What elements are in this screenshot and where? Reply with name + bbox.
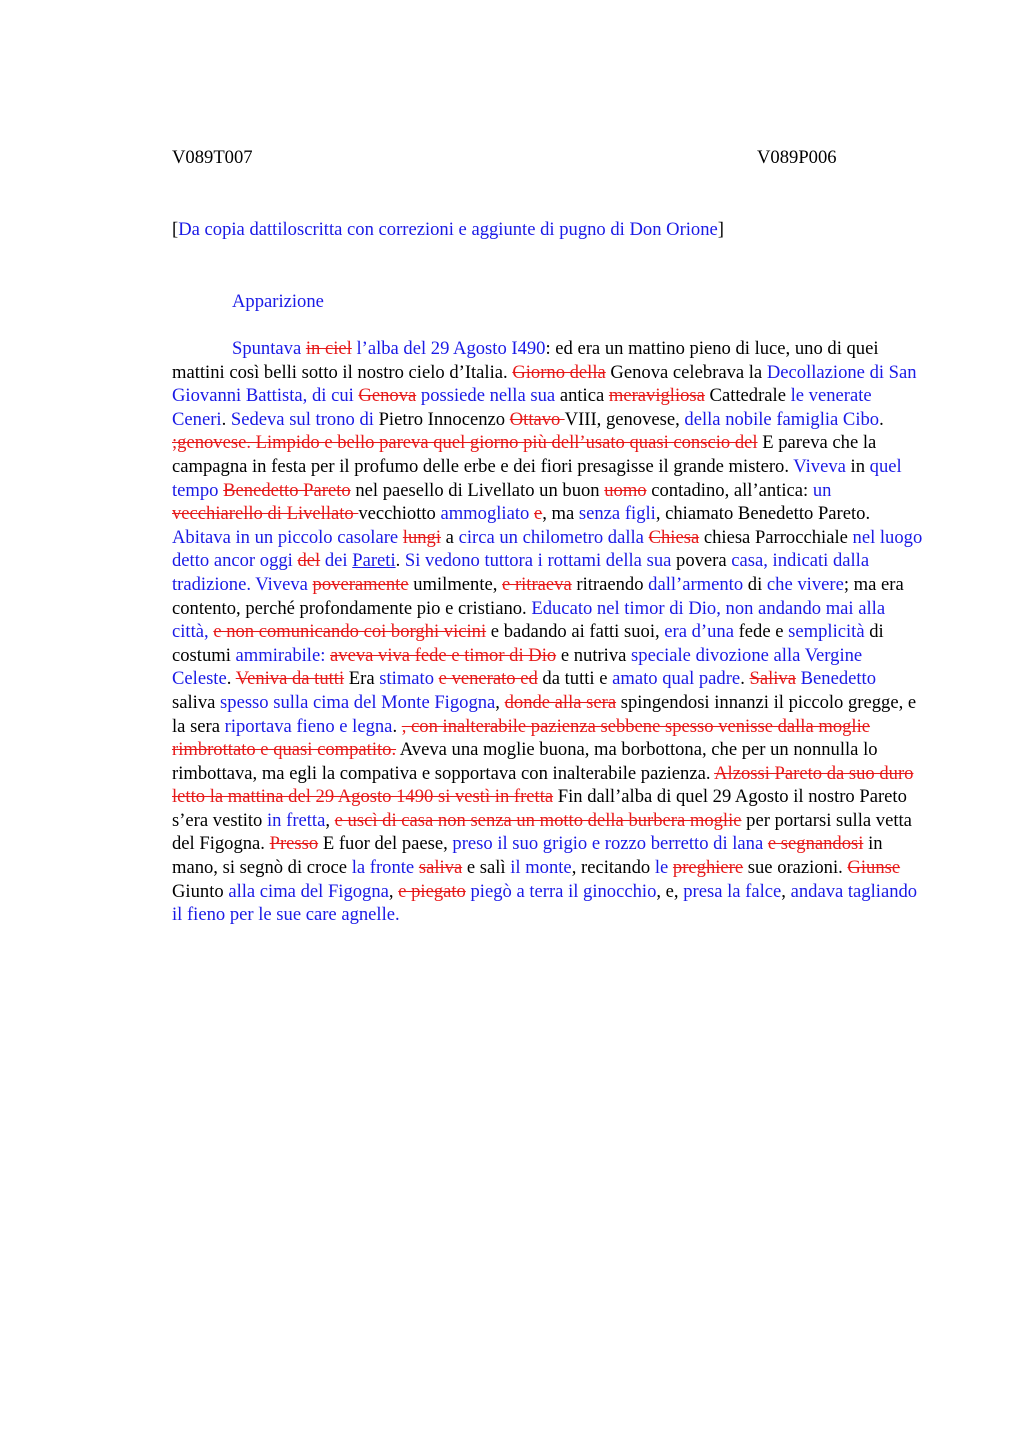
deleted-text: Chiesa bbox=[648, 526, 700, 548]
original-text: Pietro Innocenzo bbox=[373, 408, 510, 430]
original-text: Fin dall’alba di quel 29 Agosto il nostro Pareto s’era vestito bbox=[172, 786, 907, 831]
original-text: chiesa Parrocchiale bbox=[699, 526, 853, 548]
inserted-text: era d’una bbox=[664, 621, 734, 643]
original-text: spingendosi innanzi il piccolo gregge, e la sera bbox=[172, 691, 917, 737]
original-text: per portarsi sulla vetta del Figogna. bbox=[172, 809, 912, 855]
original-text: Aveva una moglie buona, ma borbottona, che per un nonnulla lo rimbottava, ma egli la compativa e sopportava con inalterabile pazienza. bbox=[172, 739, 878, 784]
original-text: E fuor del paese, bbox=[318, 833, 453, 855]
inserted-text: senza figli bbox=[578, 503, 656, 525]
inserted-text: amato qual padre bbox=[612, 668, 741, 690]
deleted-text: , con inalterabile pazienza sebbene spesso venisse dalla moglie rimbrottato e quasi compatito. bbox=[172, 715, 871, 761]
deleted-text: Saliva bbox=[749, 668, 796, 690]
source-note-text: Da copia dattiloscritta con correzioni e aggiunte di pugno di Don Orione bbox=[178, 219, 718, 240]
inserted-text: un bbox=[812, 479, 832, 501]
deleted-text: e piegato bbox=[398, 880, 466, 902]
original-text: povera bbox=[671, 550, 732, 572]
inserted-text: andava tagliando il fieno per le sue care agnelle. bbox=[172, 880, 918, 926]
inserted-text: Viveva bbox=[793, 455, 846, 477]
inserted-text: in fretta bbox=[267, 809, 326, 831]
inserted-underlined-text: Pareti bbox=[352, 550, 396, 572]
inserted-text: quel tempo bbox=[172, 455, 902, 501]
inserted-text: riportava fieno e legna bbox=[224, 715, 393, 737]
inserted-text: Spuntava bbox=[232, 338, 306, 359]
original-text: nel paesello di Livellato un buon bbox=[350, 479, 605, 501]
deleted-text: Giunse bbox=[847, 857, 901, 879]
inserted-text: ammirabile: bbox=[235, 644, 326, 666]
inserted-text: casa, indicati dalla tradizione. Viveva bbox=[172, 550, 870, 595]
original-text: umilmente, bbox=[408, 573, 503, 595]
inserted-text: dall’armento bbox=[648, 573, 744, 595]
deleted-text: uomo bbox=[604, 479, 647, 501]
inserted-text: presa la falce bbox=[683, 880, 782, 902]
inserted-text: stimato bbox=[379, 668, 435, 690]
inserted-text: semplicità bbox=[788, 621, 865, 643]
deleted-text: saliva bbox=[418, 857, 463, 879]
deleted-text: lungi bbox=[402, 526, 442, 548]
deleted-text: e segnandosi bbox=[767, 833, 864, 855]
original-text: . bbox=[392, 715, 402, 737]
document-code-right: V089P006 bbox=[757, 147, 837, 168]
inserted-text: il monte bbox=[510, 857, 572, 879]
bracket-close: ] bbox=[717, 219, 724, 240]
original-text: in bbox=[845, 455, 870, 477]
inserted-text: le venerate Ceneri bbox=[172, 385, 872, 430]
deleted-text: del bbox=[297, 550, 321, 572]
original-text: . bbox=[226, 668, 236, 690]
inserted-text: Decollazione di San Giovanni Battista, di cui bbox=[172, 361, 917, 407]
inserted-text: che vivere bbox=[766, 573, 844, 595]
inserted-text: l’alba del 29 Agosto I490 bbox=[351, 338, 546, 359]
original-text: , bbox=[388, 880, 399, 902]
deleted-text: e bbox=[533, 503, 543, 525]
original-text: Cattedrale bbox=[704, 385, 791, 407]
original-text: fede e bbox=[733, 621, 789, 643]
deleted-text: e non comunicando coi borghi vicini bbox=[213, 621, 487, 643]
document-code-left: V089T007 bbox=[172, 147, 253, 168]
inserted-text: piegò a terra il ginocchio bbox=[470, 880, 657, 902]
inserted-text: spesso sulla cima del Monte Figogna bbox=[220, 691, 496, 713]
inserted-text: Benedetto bbox=[800, 668, 877, 690]
original-text: , bbox=[781, 880, 791, 902]
original-text: saliva bbox=[172, 691, 221, 713]
deleted-text: ;genovese. Limpido e bello pareva quel giorno più dell’usato quasi conscio del bbox=[172, 432, 758, 454]
inserted-text: alla cima del Figogna bbox=[228, 880, 389, 902]
section-title: Apparizione bbox=[232, 291, 324, 312]
original-text: , bbox=[495, 691, 505, 713]
original-text: in mano, si segnò di croce bbox=[172, 833, 883, 879]
original-text: . bbox=[879, 408, 884, 430]
inserted-text: circa un chilometro dalla bbox=[458, 526, 644, 548]
original-text: di costumi bbox=[172, 621, 884, 666]
inserted-text: Sedeva sul trono di bbox=[230, 408, 374, 430]
inserted-text: preso il suo grigio e rozzo berretto di lana bbox=[452, 833, 764, 855]
original-text: ; ma era contento, perché profondamente pio e cristiano. bbox=[172, 573, 904, 619]
deleted-text: e uscì di casa non senza un motto della burbera moglie bbox=[334, 809, 742, 831]
deleted-text: Benedetto Pareto bbox=[223, 479, 351, 501]
original-text: vecchiotto bbox=[358, 503, 441, 525]
original-text: a bbox=[441, 526, 459, 548]
original-text: contadino, all’antica: bbox=[646, 479, 813, 501]
original-text: e salì bbox=[462, 857, 511, 879]
original-text: , ma bbox=[542, 503, 579, 525]
original-text: da tutti e bbox=[537, 668, 613, 690]
bracket-open: [ bbox=[172, 219, 179, 240]
original-text: Genova celebrava la bbox=[605, 361, 767, 383]
deleted-text: in ciel bbox=[305, 338, 352, 359]
inserted-text: Si vedono tuttora i rottami della sua bbox=[404, 550, 672, 572]
deleted-text: preghiere bbox=[672, 857, 744, 879]
inserted-text: possiede nella sua bbox=[416, 385, 556, 407]
deleted-text: Ottavo bbox=[509, 408, 565, 430]
inserted-text: speciale divozione alla Vergine Celeste bbox=[172, 644, 863, 690]
inserted-text: ammogliato bbox=[440, 503, 530, 525]
deleted-text: meravigliosa bbox=[608, 385, 705, 407]
inserted-text: Abitava in un piccolo casolare bbox=[172, 526, 399, 548]
original-text: : ed era un mattino pieno di luce, uno di quei mattini così belli sotto il nostro cielo d’Italia. bbox=[172, 338, 879, 383]
deleted-text: Giorno della bbox=[512, 361, 606, 383]
deleted-text: poveramente bbox=[312, 573, 409, 595]
inserted-text: nel luogo detto ancor oggi bbox=[172, 526, 923, 572]
deleted-text: Alzossi Pareto da suo duro letto la mattina del 29 Agosto 1490 si vestì in fretta bbox=[172, 762, 914, 808]
inserted-text: Educato nel timor di Dio, non andando mai alla città, bbox=[172, 597, 886, 643]
deleted-text: Genova bbox=[358, 385, 417, 407]
original-text: E pareva che la campagna in festa per il profumo delle erbe e dei fiori presagisse il grande mistero. bbox=[172, 432, 877, 477]
deleted-text: Veniva da tutti bbox=[235, 668, 345, 690]
original-text: Giunto bbox=[172, 880, 229, 902]
original-text: . bbox=[740, 668, 750, 690]
inserted-text: la fronte bbox=[351, 857, 415, 879]
original-text: , bbox=[325, 809, 335, 831]
original-text: VIII, genovese, bbox=[564, 408, 685, 430]
original-text: Era bbox=[344, 668, 380, 690]
deleted-text: vecchiarello di Livellato bbox=[172, 503, 359, 525]
original-text: , e, bbox=[656, 880, 684, 902]
body-paragraph bbox=[172, 337, 924, 927]
deleted-text: e ritraeva bbox=[502, 573, 572, 595]
original-text: . bbox=[221, 408, 231, 430]
original-text: e nutriva bbox=[556, 644, 632, 666]
inserted-text: della nobile famiglia Cibo bbox=[684, 408, 880, 430]
deleted-text: donde alla sera bbox=[504, 691, 617, 713]
original-text: e badando ai fatti suoi, bbox=[486, 621, 665, 643]
source-note bbox=[172, 218, 724, 242]
original-text: . bbox=[395, 550, 405, 572]
deleted-text: e venerato ed bbox=[438, 668, 538, 690]
original-text: sue orazioni. bbox=[743, 857, 848, 879]
deleted-text: aveva viva fede e timor di Dio bbox=[330, 644, 557, 666]
original-text: , chiamato Benedetto Pareto. bbox=[655, 503, 871, 525]
original-text: , recitando bbox=[571, 857, 655, 879]
deleted-text: Presso bbox=[269, 833, 319, 855]
original-text: ritraendo bbox=[571, 573, 649, 595]
inserted-text: dei bbox=[324, 550, 353, 572]
original-text: antica bbox=[555, 385, 609, 407]
inserted-text: le bbox=[654, 857, 673, 879]
original-text: di bbox=[743, 573, 767, 595]
